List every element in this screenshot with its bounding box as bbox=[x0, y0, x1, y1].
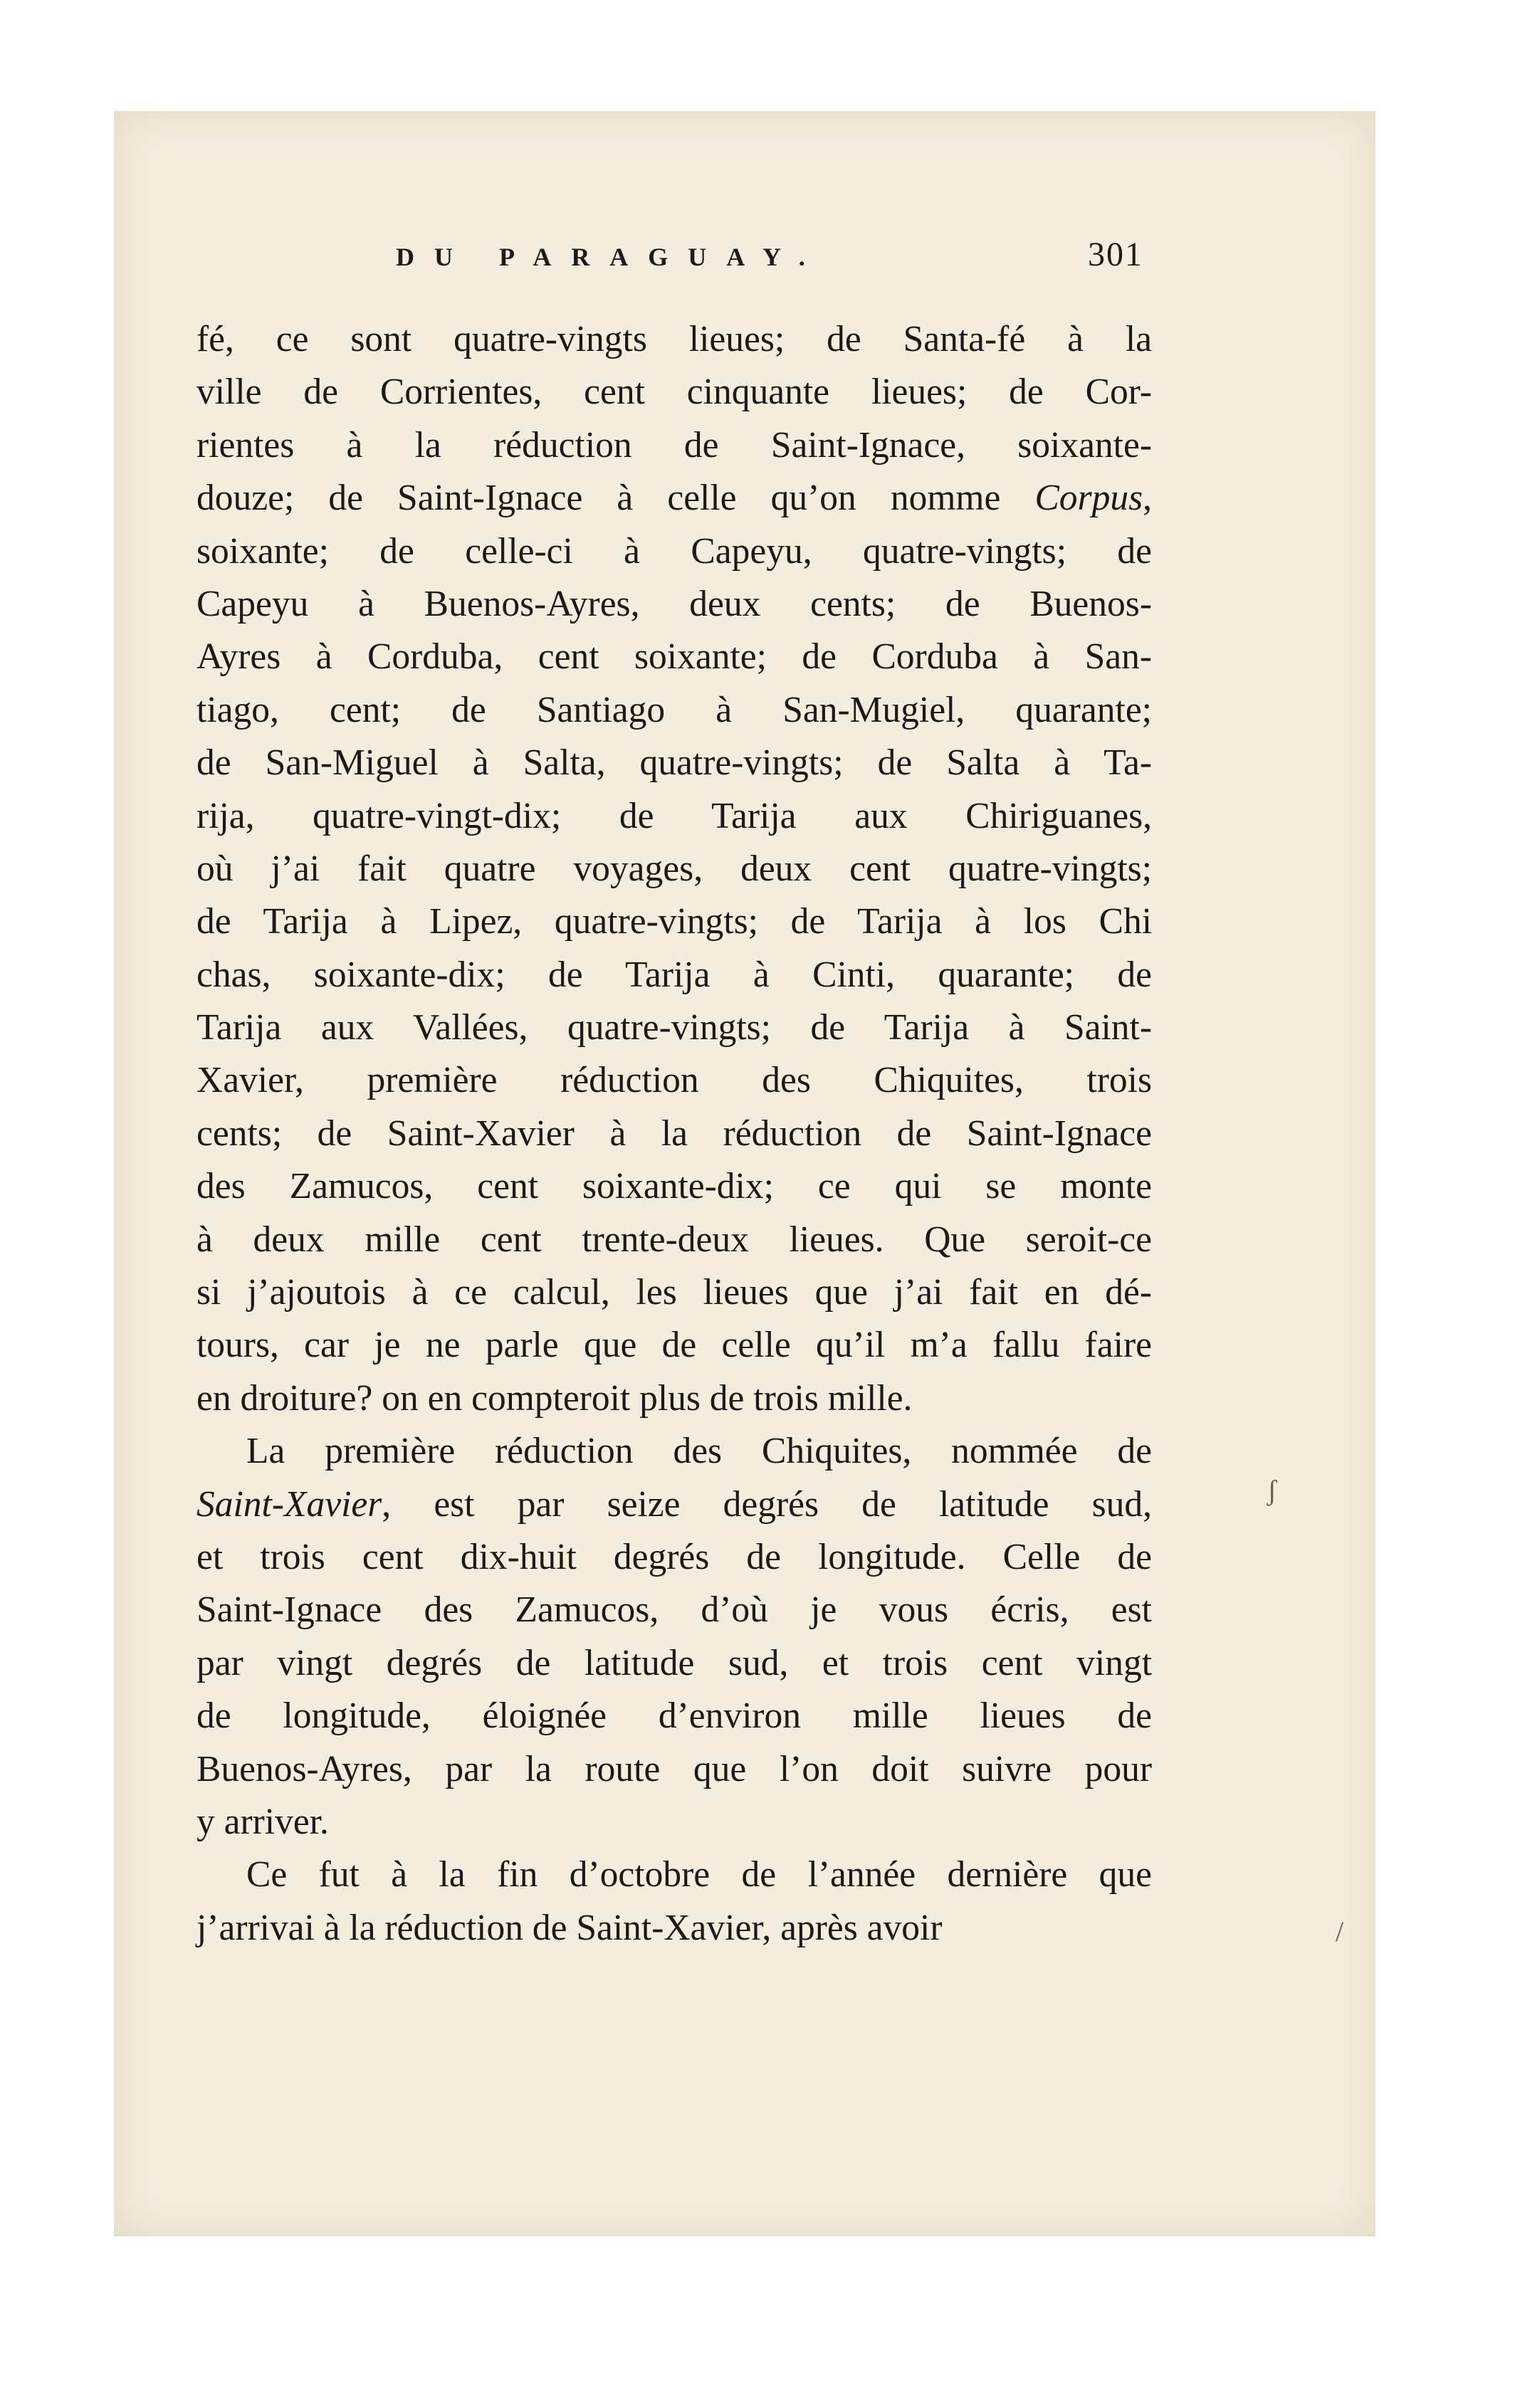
text-line: tours, car je ne parle que de celle qu’il m’a fallu faire bbox=[196, 1325, 1152, 1366]
text-line: Capeyu à Buenos-Ayres, deux cents; de Buenos- bbox=[196, 583, 1152, 624]
text-line: à deux mille cent trente-deux lieues. Que seroit-ce bbox=[196, 1219, 1152, 1260]
paragraph bbox=[196, 1425, 1152, 1849]
text-line: y arriver. bbox=[196, 1801, 329, 1842]
text-line: j’arrivai à la réduction de Saint-Xavier, après avoir bbox=[196, 1907, 943, 1948]
text-line: Ce fut à la fin d’octobre de l’année dernière que bbox=[246, 1854, 1152, 1896]
text-line: La première réduction des Chiquites, nommée de bbox=[246, 1431, 1152, 1472]
running-head bbox=[396, 235, 1143, 292]
body-text bbox=[196, 313, 1152, 1955]
text-line: de Tarija à Lipez, quatre-vingts; de Tarija à los Chi bbox=[196, 901, 1152, 942]
text-run: , est par seize degrés de latitude sud, bbox=[382, 1483, 1152, 1525]
text-line: tiago, cent; de Santiago à San-Mugiel, quarante; bbox=[196, 689, 1152, 730]
text-line: si j’ajoutois à ce calcul, les lieues que j’ai fait en dé- bbox=[196, 1272, 1152, 1313]
text-run: , bbox=[1143, 478, 1152, 519]
text-line: rija, quatre-vingt-dix; de Tarija aux Chiriguanes, bbox=[196, 795, 1152, 836]
paragraph bbox=[196, 1849, 1152, 1955]
text-line: fé, ce sont quatre-vingts lieues; de Santa-fé à la bbox=[196, 319, 1152, 359]
text-line: des Zamucos, cent soixante-dix; ce qui se monte bbox=[196, 1166, 1152, 1207]
italic-text-run: Saint-Xavier bbox=[196, 1483, 382, 1525]
text-line: cents; de Saint-Xavier à la réduction de Saint-Ignace bbox=[196, 1113, 1152, 1154]
margin-mark: ʃ bbox=[1267, 1474, 1277, 1506]
text-line: Ayres à Corduba, cent soixante; de Corduba à San- bbox=[196, 636, 1152, 678]
page-number: 301 bbox=[1088, 236, 1143, 273]
text-line: ville de Corrientes, cent cinquante lieues; de Cor- bbox=[196, 372, 1152, 413]
text-line bbox=[196, 1478, 1152, 1531]
text-line: Saint-Ignace des Zamucos, d’où je vous écris, est bbox=[196, 1589, 1152, 1631]
text-line: chas, soixante-dix; de Tarija à Cinti, quarante; de bbox=[196, 954, 1152, 995]
text-line: de San-Miguel à Salta, quatre-vingts; de Salta à Ta- bbox=[196, 742, 1152, 784]
text-run: douze; de Saint-Ignace à celle qu’on nomme bbox=[196, 478, 1035, 519]
text-line: Buenos-Ayres, par la route que l’on doit suivre pour bbox=[196, 1748, 1152, 1789]
text-line: soixante; de celle-ci à Capeyu, quatre-vingts; de bbox=[196, 530, 1152, 572]
running-title: DU PARAGUAY. bbox=[396, 243, 825, 271]
text-line: de longitude, éloignée d’environ mille lieues de bbox=[196, 1695, 1152, 1737]
text-line: Tarija aux Vallées, quatre-vingts; de Tarija à Saint- bbox=[196, 1007, 1152, 1048]
text-line: où j’ai fait quatre voyages, deux cent quatre-vingts; bbox=[196, 848, 1152, 889]
text-line: Xavier, première réduction des Chiquites, trois bbox=[196, 1060, 1152, 1101]
text-line: et trois cent dix-huit degrés de longitude. Celle de bbox=[196, 1536, 1152, 1577]
paragraph bbox=[196, 313, 1152, 1425]
text-line: par vingt degrés de latitude sud, et trois cent vingt bbox=[196, 1642, 1152, 1683]
text-line: rientes à la réduction de Saint-Ignace, soixante- bbox=[196, 424, 1152, 466]
text-line bbox=[196, 472, 1152, 525]
text-line: en droiture? on en compteroit plus de trois mille. bbox=[196, 1377, 913, 1419]
margin-mark: / bbox=[1336, 1915, 1344, 1947]
italic-text-run: Corpus bbox=[1034, 478, 1143, 519]
